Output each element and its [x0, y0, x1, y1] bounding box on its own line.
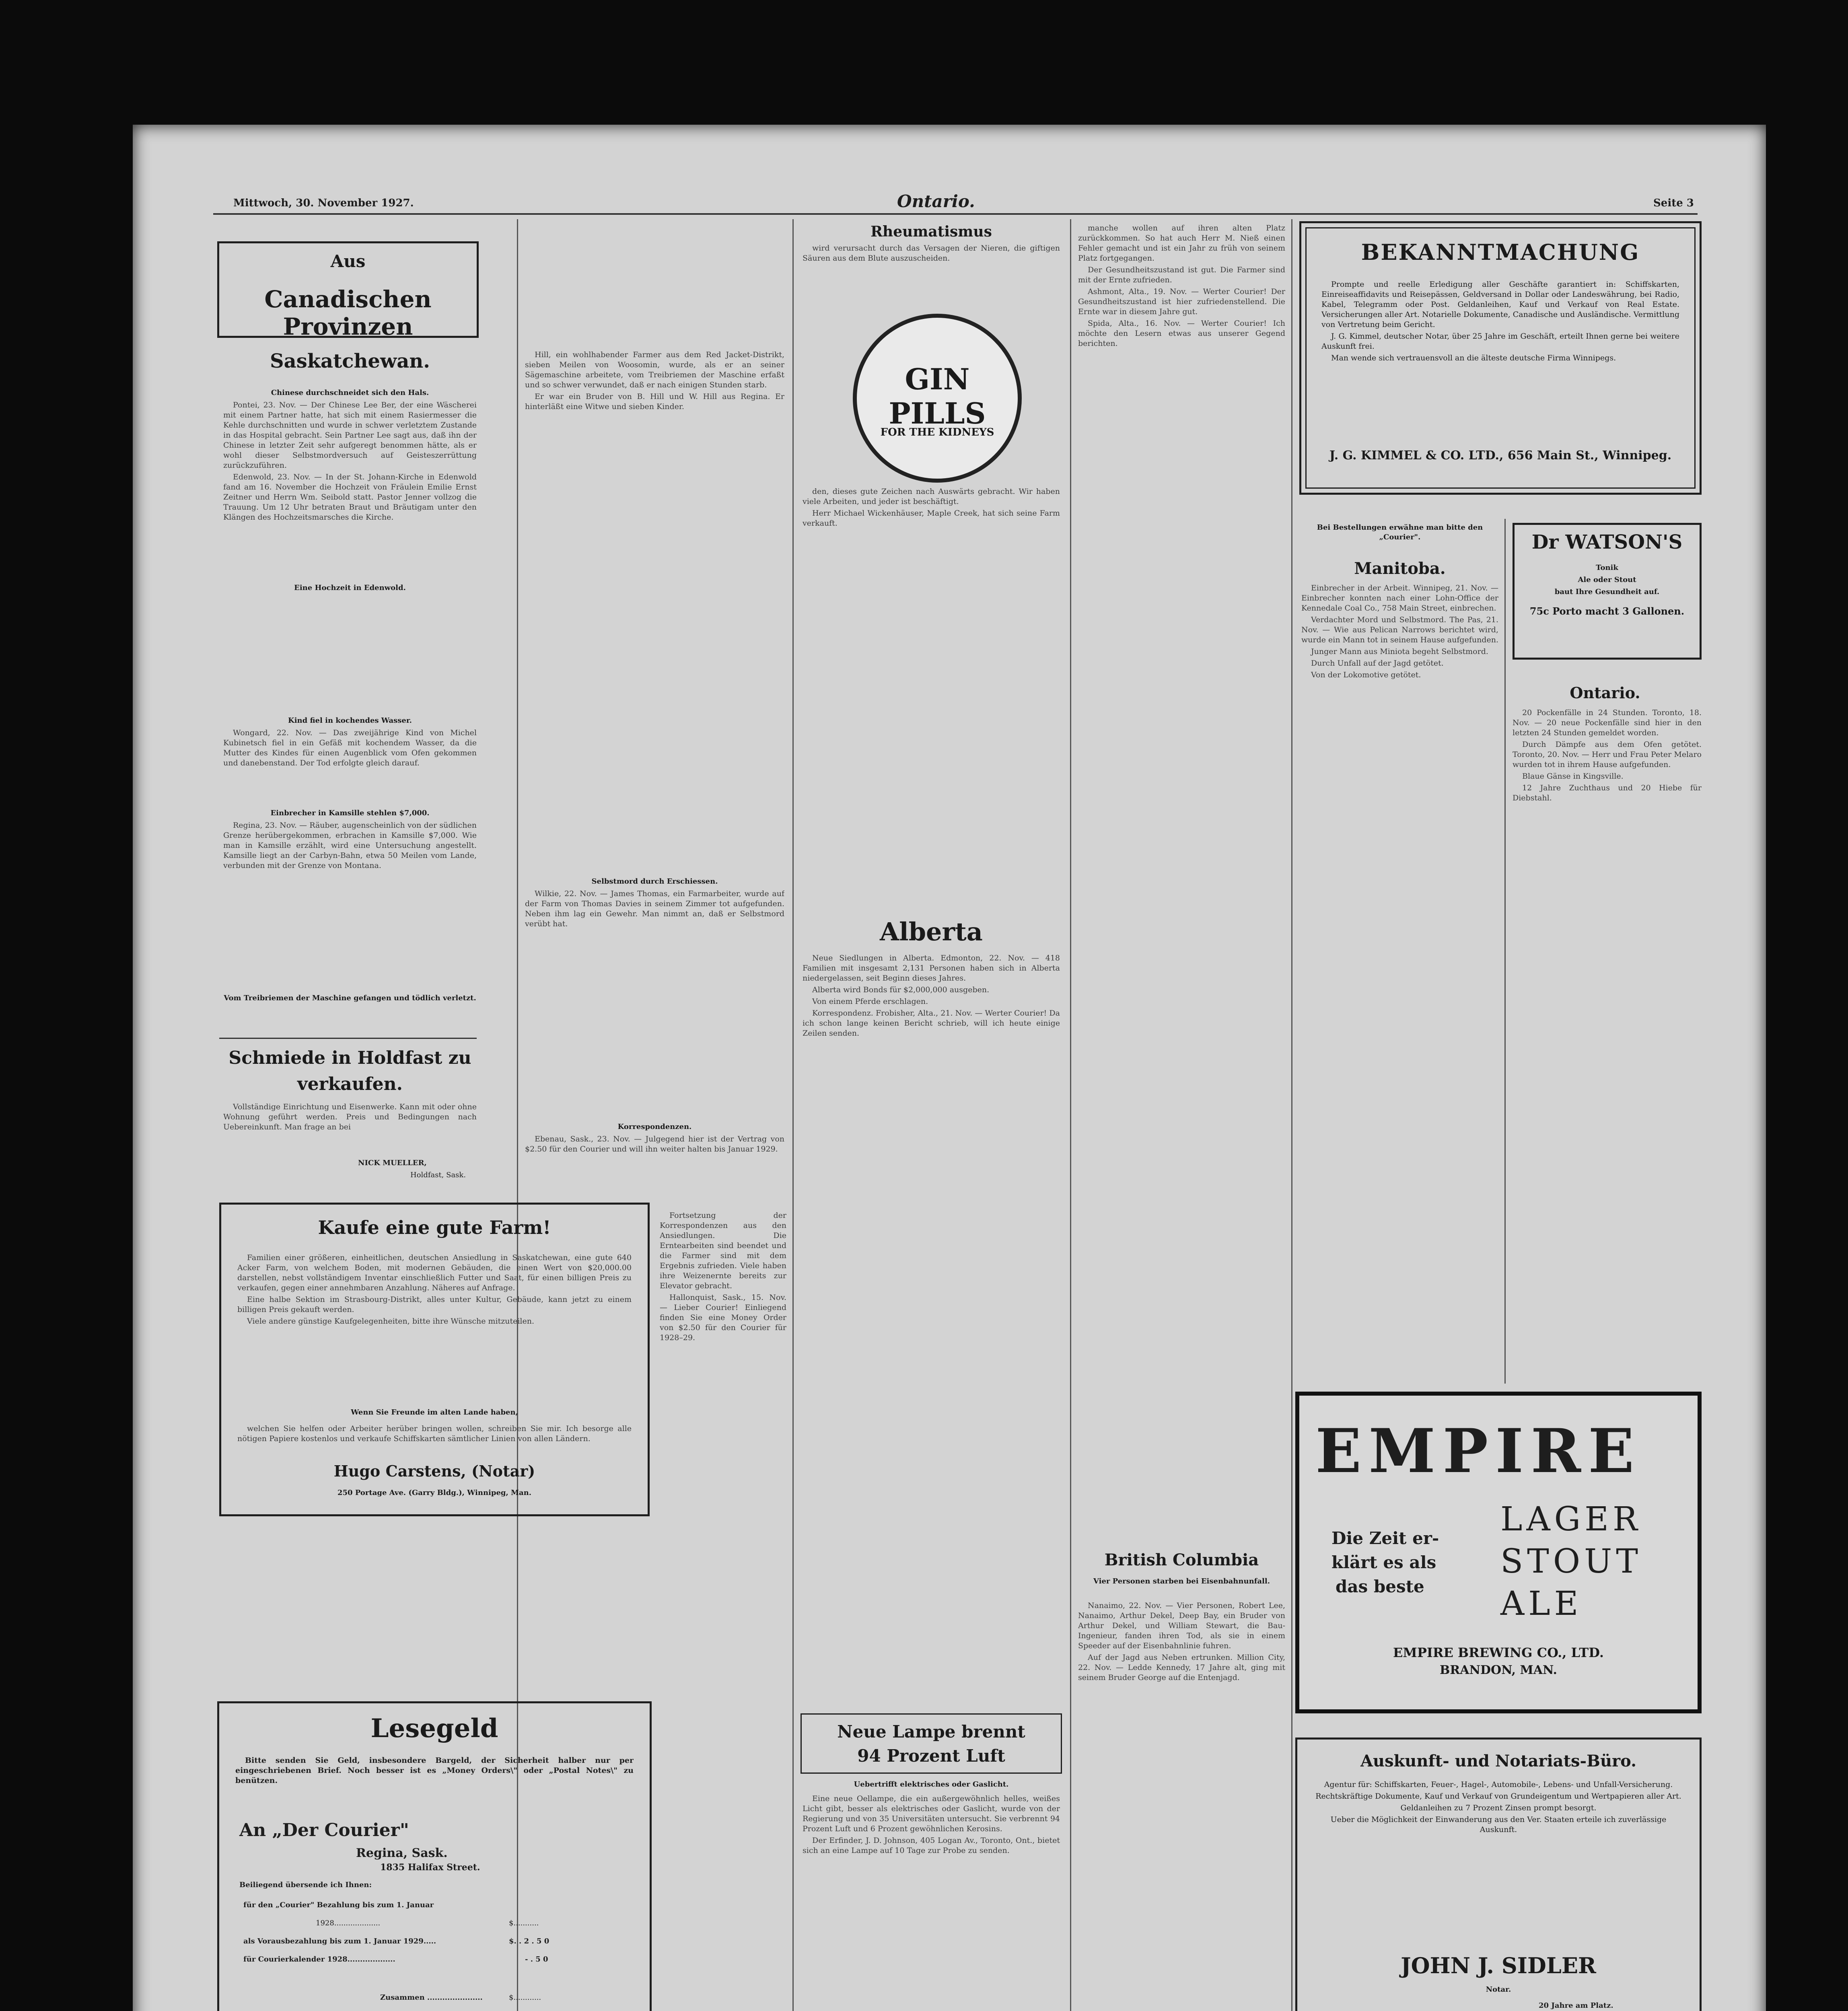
article-body: Hill, ein wohlhabender Farmer aus dem Red Jacket-Distrikt, sieben Meilen von Woosomin, wurde, als er an seiner Sägemaschine arbeitete, vom Treibriemen der Maschine erfaßt und so schwer verwundet, daß er nach einigen Stunden starb. Er war ein Bruder von B. Hill und W. Hill aus Regina. Er hinterläßt eine Witwe und sieben Kinder. [525, 350, 784, 411]
amount-field[interactable]: - . 5 0 [525, 1955, 548, 1964]
empire-product: LAGER [1500, 1500, 1642, 1538]
lesegeld-line3: für Courierkalender 1928................... [243, 1955, 395, 1964]
amount-field[interactable]: $........... [509, 1919, 539, 1927]
article-body: Pontei, 23. Nov. — Der Chinese Lee Ber, der eine Wäscherei mit einem Partner hatte, hat sich mit einem Rasiermesser die Kehle durchschnitten und wurde in schwer verletztem Zustande in das Hospital gebracht. Sein Partner Lee sagt aus, daß ihn der Chinese in letzter Zeit sehr aufgeregt benommen hätte, als er wohl dieser Selbstmordversuch auf Geisteszerrüttung zurückzuführen. Edenwold, 23. Nov. — In der St. Johann-Kirche in Edenwold fand am 16. November die Hochzeit von Fräulein Emilie Ernst Zeitner und Herrn Wm. Seibold statt. Pastor Jenner vollzog die Trauung. Um 12 Uhr betraten Braut und Bräutigam unter den Klängen des Hochzeitsmarsches die Kirche. [223, 401, 477, 522]
farm-ad-question: Wenn Sie Freunde im alten Lande haben, [351, 1408, 518, 1417]
watson-line: 75c Porto macht 3 Gallonen. [1529, 605, 1685, 617]
page-number: Seite 3 [1653, 197, 1694, 209]
article-heading: Korrespondenzen. [617, 1123, 692, 1131]
lesegeld-title: Lesegeld [370, 1713, 498, 1744]
empire-city: BRANDON, MAN. [1440, 1663, 1557, 1677]
watson-line: baut Ihre Gesundheit auf. [1554, 588, 1660, 596]
article-body: manche wollen auf ihren alten Platz zurückkommen. So hat auch Herr M. Nieß einen Fehler gemacht und ist ein Jahr zu früh von seinem Platz fortgegangen. Der Gesundheitszustand ist gut. Die Farmer sind mit der Ernte zufrieden. Ashmont, Alta., 19. Nov. — Werter Courier! Der Gesundheitszustand ist hier zufriedenstellend. Die Ernte war in diesem Jahre gut. Spida, Alta., 16. Nov. — Werter Courier! Ich möchte den Lesern etwas aus unserer Gegend berichten. [1078, 224, 1285, 348]
article-heading: Selbstmord durch Erschiessen. [591, 877, 718, 886]
article-body: Wilkie, 22. Nov. — James Thomas, ein Farmarbeiter, wurde auf der Farm von Thomas Davies in seinem Zimmer tot aufgefunden. Neben ihm lag ein Gewehr. Man nimmt an, daß er Selbstmord verübt hat. [525, 889, 784, 928]
section-title-top: Aus [330, 251, 366, 271]
empire-ad [1295, 1392, 1702, 1713]
lesegeld-line1: für den „Courier" Bezahlung bis zum 1. Januar [243, 1901, 434, 1909]
article-heading: Chinese durchschneidet sich den Hals. [271, 389, 429, 397]
ontario-heading: Ontario. [1570, 684, 1640, 702]
rheumatismus-heading: Rheumatismus [870, 223, 992, 240]
section-heading-box [217, 241, 479, 338]
lesegeld-enclosed: Beiliegend übersende ich Ihnen: [239, 1881, 372, 1889]
ad-heading: Schmiede in Holdfast zu [228, 1048, 471, 1068]
column-rule [792, 219, 794, 2011]
pills-brand: GIN PILLS [889, 362, 986, 430]
column-rule [1070, 219, 1071, 2011]
pills-sub: FOR THE KIDNEYS [880, 426, 994, 438]
ad-heading: verkaufen. [297, 1074, 403, 1094]
province-heading: Saskatchewan. [270, 350, 430, 372]
farm-ad-title: Kaufe eine gute Farm! [318, 1217, 551, 1238]
ad-location: Holdfast, Sask. [410, 1171, 466, 1179]
farm-ad-address: 250 Portage Ave. (Garry Bldg.), Winnipeg, Man. [337, 1489, 531, 1497]
ad-body: Eine neue Oellampe, die ein außergewöhnlich helles, weißes Licht gibt, besser als elektrisches oder Gaslicht, wurde von der Regierung und von 35 Universitäten untersucht. Sie verbrennt 94 Prozent Luft und 6 Prozent gewöhnlichen Kerosins. Der Erfinder, J. D. Johnson, 405 Logan Av., Toronto, Ont., bietet sich an eine Lampe auf 10 Tage zur Probe zu senden. [803, 1794, 1060, 1855]
empire-firm: EMPIRE BREWING CO., LTD. [1393, 1645, 1604, 1660]
ad-body: wird verursacht durch das Versagen der Nieren, die giftigen Säuren aus dem Blute auszuscheiden. [803, 244, 1060, 263]
article-body: Regina, 23. Nov. — Räuber, augenscheinlich von der südlichen Grenze herübergekommen, erbrachen in Kamsille $7,000. Wie man in Kamsille erzählt, wird eine Untersuchung angestellt. Kamsille liegt an der Carbyn-Bahn, etwa 50 Meilen vom Lande, verbunden mit der Grenze von Montana. [223, 821, 477, 870]
empire-slogan: Die Zeit er- [1331, 1528, 1439, 1548]
farm-ad-name: Hugo Carstens, (Notar) [333, 1462, 535, 1480]
newspaper-page [133, 125, 1766, 2011]
alberta-heading: Alberta [880, 917, 983, 946]
article-body: den, dieses gute Zeichen nach Auswärts gebracht. Wir haben viele Arbeiten, und jeder ist beschäftigt. Herr Michael Wickenhäuser, Maple Creek, hat sich seine Farm verkauft. [803, 487, 1060, 528]
masthead-title: Ontario. [897, 191, 975, 211]
farm-ad [219, 1203, 650, 1516]
bekanntmachung-title: BEKANNTMACHUNG [1361, 239, 1640, 265]
auskunft-ad [1295, 1738, 1702, 2011]
issue-date: Mittwoch, 30. November 1927. [233, 197, 414, 209]
article-heading: Kind fiel in kochendes Wasser. [288, 716, 412, 725]
lesegeld-form [217, 1701, 652, 2011]
farm-ad-body: welchen Sie helfen oder Arbeiter herüber bringen wollen, schreiben Sie mir. Ich besorge alle nötigen Papiere kostenlos und verkaufe Schiffskarten sämtlicher Linien von allen Ländern. [237, 1424, 632, 1443]
lampe-heading: Neue Lampe brennt [837, 1722, 1025, 1742]
article-body: Ebenau, Sask., 23. Nov. — Julgegend hier ist der Vertrag von $2.50 für den Courier und will ihn weiter halten bis Januar 1929. [525, 1135, 784, 1154]
article-heading: Einbrecher in Kamsille stehlen $7,000. [270, 809, 430, 817]
ad-signature: NICK MUELLER, [358, 1159, 427, 1167]
bc-sub: Vier Personen starben bei Eisenbahnunfall. [1093, 1577, 1270, 1585]
article-heading: Vom Treibriemen der Maschine gefangen und tödlich verletzt. [224, 994, 476, 1002]
bekanntmachung-ad [1299, 221, 1702, 495]
article-body: Wongard, 22. Nov. — Das zweijährige Kind von Michel Kubinetsch fiel in ein Gefäß mit kochendem Wasser, da die Mutter des Kindes für einen Augenblick vom Ofen gekommen und danebenstand. Der Tod erfolgte gleich darauf. [223, 728, 477, 767]
courier-note: Bei Bestellungen erwähne man bitte den „Courier". [1317, 523, 1483, 541]
article-heading: Eine Hochzeit in Edenwold. [294, 584, 406, 592]
lampe-heading: 94 Prozent Luft [857, 1746, 1005, 1766]
empire-brand: EMPIRE [1315, 1416, 1642, 1487]
manitoba-heading: Manitoba. [1354, 559, 1446, 578]
column-rule [1291, 219, 1292, 2011]
empire-product: STOUT [1500, 1542, 1642, 1581]
lesegeld-intro: Bitte senden Sie Geld, insbesondere Bargeld, der Sicherheit halber nur per eingeschriebenen Brief. Noch besser ist es „Money Orders\" oder „Postal Notes\" zu benützen. [235, 1756, 634, 1785]
article-body: 20 Pockenfälle in 24 Stunden. Toronto, 18. Nov. — 20 neue Pockenfälle sind hier in den letzten 24 Stunden gemeldet worden. Durch Dämpfe aus dem Ofen getötet. Toronto, 20. Nov. — Herr und Frau Peter Melaro wurden tot in ihrem Hause aufgefunden. Blaue Gänse in Kingsville. 12 Jahre Zuchthaus und 20 Hiebe für Diebstahl. [1513, 708, 1702, 802]
empire-slogan: klärt es als [1331, 1552, 1436, 1572]
total-field[interactable]: $............ [509, 1993, 541, 2002]
empire-slogan: das beste [1336, 1577, 1424, 1596]
lampe-sub: Uebertrifft elektrisches oder Gaslicht. [854, 1780, 1009, 1789]
lesegeld-year: 1928.................... [316, 1919, 381, 1927]
gin-pills-logo [853, 314, 1022, 483]
article-body: Nanaimo, 22. Nov. — Vier Personen, Robert Lee, Nanaimo, Arthur Dekel, Deep Bay, ein Bruder von Arthur Dekel, und William Stewart, die Bau-Ingenieur, fanden ihren Tod, als sie in einem Speeder auf der Eisenbahnlinie fuhren. Auf der Jagd aus Neben ertrunken. Million City, 22. Nov. — Ledde Kennedy, 17 Jahre alt, ging mit seinem Bruder George auf die Entenjagd. [1078, 1601, 1285, 1682]
lesegeld-city: Regina, Sask. [356, 1846, 448, 1860]
column-rule [1504, 519, 1506, 1384]
lesegeld-total: Zusammen ...................... [380, 1993, 483, 2002]
lesegeld-line2: als Vorausbezahlung bis zum 1. Januar 1929..... [243, 1937, 436, 1945]
auskunft-body: Agentur für: Schiffskarten, Feuer-, Hagel-, Automobile-, Lebens- und Unfall-Versicherung. Rechtskräftige Dokumente, Kauf und Verkauf von Grundeigentum und Wertpapieren aller Art. Geldanleihen zu 7 Prozent Zinsen prompt besorgt. Ueber die Möglichkeit der Einwanderung aus den Ver. Staaten erteile ich zuverlässige Auskunft. [1315, 1780, 1681, 1834]
watson-line: Ale oder Stout [1578, 576, 1636, 584]
ad-body: Vollständige Einrichtung und Eisenwerke. Kann mit oder ohne Wohnung geführt werden. Preis und Bedingungen nach Uebereinkunft. Man frage an bei [223, 1102, 477, 1131]
section-title: Canadischen Provinzen [264, 286, 432, 340]
watson-ad [1513, 523, 1702, 660]
auskunft-years: 20 Jahre am Platz. [1539, 2001, 1613, 2010]
farm-ad-body: Familien einer größeren, einheitlichen, deutschen Ansiedlung in Saskatchewan, eine gute 640 Acker Farm, von welchem Boden, mit modernen Gebäuden, die einen Wert von $20,000.00 darstellen, nebst vollständigem Inventar einschließlich Futter und Saat, für einen billigen Preis zu verkaufen, gegen einer annehmbaren Anzahlung. Näheres auf Anfrage. Eine halbe Sektion im Strasbourg-Distrikt, alles unter Kultur, Gebäude, kann jetzt zu einem billigen Preis gekauft werden. Viele andere günstige Kaufgelegenheiten, bitte ihre Wünsche mitzuteilen. [237, 1253, 632, 1326]
article-body: Fortsetzung der Korrespondenzen aus den Ansiedlungen. Die Erntearbeiten sind beendet und die Farmer sind mit dem Ergebnis zufrieden. Viele haben ihre Weizenernte bereits zur Elevator gebracht. Hallonquist, Sask., 15. Nov. — Lieber Courier! Einliegend finden Sie eine Money Order von $2.50 für den Courier für 1928–29. [660, 1211, 786, 1342]
watson-line: Tonik [1596, 563, 1618, 572]
bekanntmachung-body: Prompte und reelle Erledigung aller Geschäfte garantiert in: Schiffskarten, Einreiseaffidavits und Reisepässen, Geldversand in Dollar oder Landeswährung, bei Radio, Kabel, Telegramm oder Post. Geldanleihen, Kauf und Verkauf von Real Estate. Versicherungen aller Art. Notarielle Dokumente, Canadische und Ausländische. Vermittlung von Vertretung beim Gericht. J. G. Kimmel, deutscher Notar, über 25 Jahre im Geschäft, erteilt Ihnen gerne bei weitere Auskunft frei. Man wende sich vertrauensvoll an die älteste deutsche Firma Winnipegs. [1321, 280, 1679, 362]
empire-product: ALE [1500, 1585, 1583, 1623]
lesegeld-to: An „Der Courier" [239, 1820, 409, 1840]
auskunft-title: Auskunft- und Notariats-Büro. [1360, 1752, 1637, 1770]
article-body: Einbrecher in der Arbeit. Winnipeg, 21. Nov. — Einbrecher konnten nach einer Lohn-Office der Kennedale Coal Co., 758 Main Street, einbrechen. Verdachter Mord und Selbstmord. The Pas, 21. Nov. — Wie aus Pelican Narrows berichtet wird, wurde ein Mann tot in seinem Hause aufgefunden. Junger Mann aus Miniota begeht Selbstmord. Durch Unfall auf der Jagd getötet. Von der Lokomotive getötet. [1301, 584, 1498, 679]
bc-heading: British Columbia [1104, 1550, 1259, 1569]
amount-field[interactable]: $. . 2 . 5 0 [509, 1937, 549, 1945]
auskunft-name: JOHN J. SIDLER [1401, 1953, 1596, 1978]
bekanntmachung-firm: J. G. KIMMEL & CO. LTD., 656 Main St., Winnipeg. [1329, 448, 1672, 463]
divider [219, 1038, 477, 1039]
header-rule [213, 213, 1698, 215]
lesegeld-street: 1835 Halifax Street. [380, 1862, 480, 1873]
watson-brand: Dr WATSON'S [1531, 531, 1683, 553]
lampe-heading-box [801, 1713, 1062, 1774]
auskunft-role: Notar. [1486, 1985, 1511, 1994]
article-body: Neue Siedlungen in Alberta. Edmonton, 22. Nov. — 418 Familien mit insgesamt 2,131 Personen haben sich in Alberta niedergelassen, seit Beginn dieses Jahres. Alberta wird Bonds für $2,000,000 ausgeben. Von einem Pferde erschlagen. Korrespondenz. Frobisher, Alta., 21. Nov. — Werter Courier! Da ich schon lange keinen Bericht schrieb, will ich heute einige Zeilen senden. [803, 954, 1060, 1038]
